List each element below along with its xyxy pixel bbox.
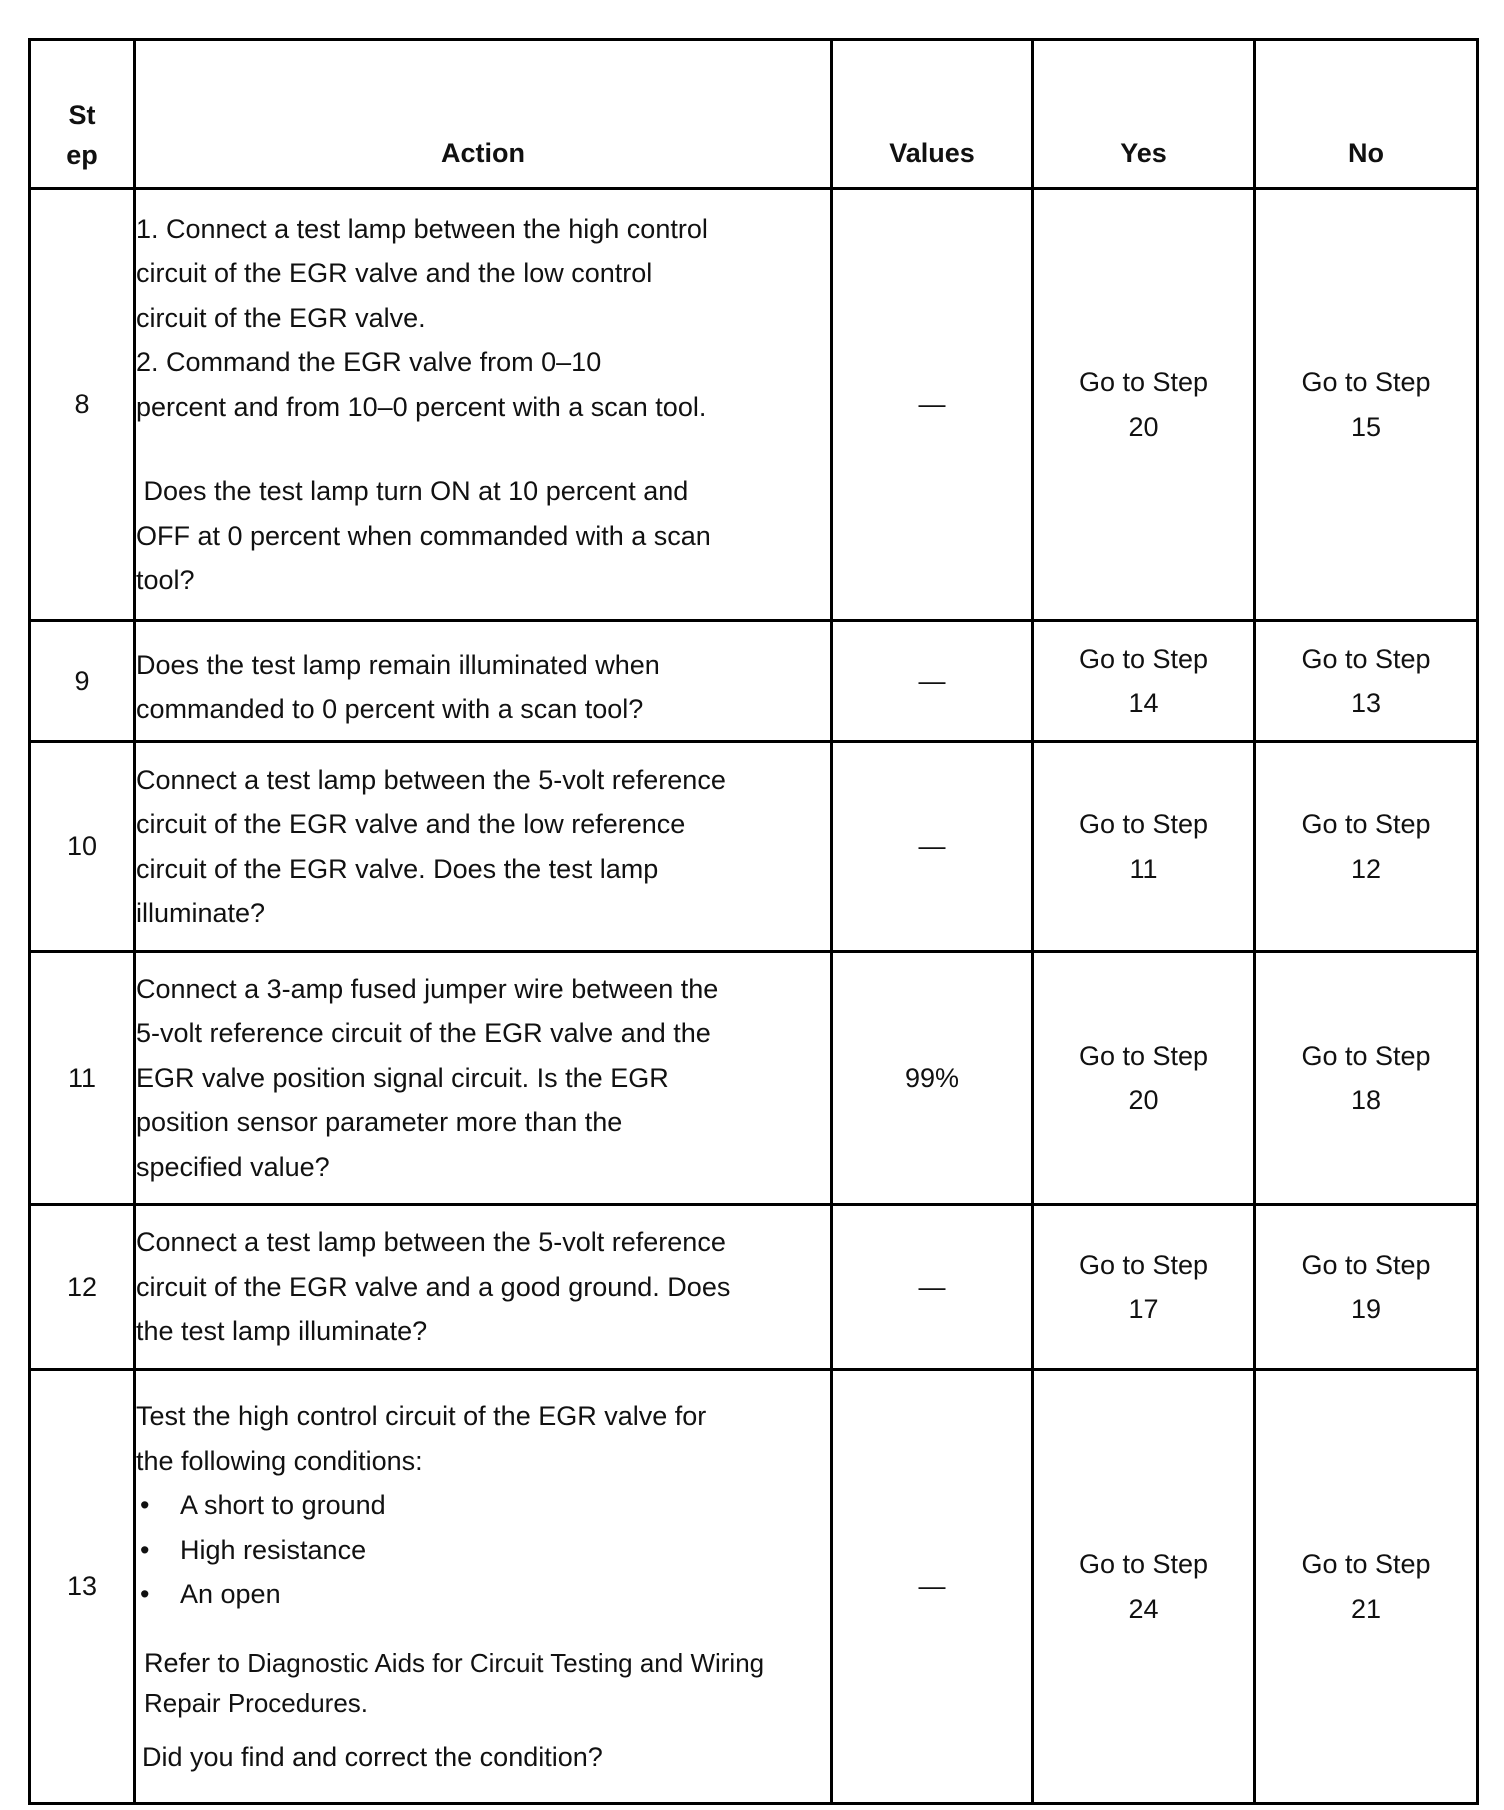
yes-cell: Go to Step 20 [1033,189,1255,621]
step-number: 8 [30,189,135,621]
action-cell: Connect a 3-amp fused jumper wire between the 5-volt reference circuit of the EGR valve and the EGR valve position signal circuit. Is the EGR position sensor parameter more than the specified value? [135,952,832,1205]
diagnostic-table [28,38,1479,1805]
no-cell: Go to Step 19 [1255,1205,1478,1370]
header-values: Values [832,40,1033,189]
step-number: 9 [30,621,135,742]
yes-cell: Go to Step 11 [1033,742,1255,952]
table-row-step-12 [30,1205,1478,1370]
header-action: Action [135,40,832,189]
header-yes: Yes [1033,40,1255,189]
no-cell: Go to Step 13 [1255,621,1478,742]
yes-cell: Go to Step 14 [1033,621,1255,742]
table-row-step-8 [30,189,1478,621]
step-number: 10 [30,742,135,952]
no-cell: Go to Step 21 [1255,1370,1478,1804]
no-cell: Go to Step 15 [1255,189,1478,621]
header-no: No [1255,40,1478,189]
table-row-step-10 [30,742,1478,952]
no-cell: Go to Step 18 [1255,952,1478,1205]
action-cell: Does the test lamp remain illuminated when commanded to 0 percent with a scan tool? [135,621,832,742]
table-row-step-11 [30,952,1478,1205]
header-row [30,40,1478,189]
refer-note: Refer to Diagnostic Aids for Circuit Testing and Wiring Repair Procedures. [144,1647,765,1718]
action-cell: Test the high control circuit of the EGR valve for the following conditions: • A short to ground • High resistance • An open Refer to Diagnostic Aids for Circuit Testing and Wiring Repair Procedures. Did you find and correct the condition? [135,1370,832,1804]
table-row-step-9 [30,621,1478,742]
action-cell: Connect a test lamp between the 5-volt reference circuit of the EGR valve and the low reference circuit of the EGR valve. Does the test lamp illuminate? [135,742,832,952]
action-cell: Connect a test lamp between the 5-volt reference circuit of the EGR valve and a good ground. Does the test lamp illuminate? [135,1205,832,1370]
values-cell: — [832,189,1033,621]
step-number: 12 [30,1205,135,1370]
step-number: 11 [30,952,135,1205]
values-cell: — [832,1370,1033,1804]
step-number: 13 [30,1370,135,1804]
action-cell: 1. Connect a test lamp between the high control circuit of the EGR valve and the low control circuit of the EGR valve. 2. Command the EGR valve from 0–10 percent and from 10–0 percent with a scan tool. Does the test lamp turn ON at 10 percent and OFF at 0 percent when commanded with a scan tool? [135,189,832,621]
values-cell: — [832,621,1033,742]
values-cell: — [832,742,1033,952]
values-cell: 99% [832,952,1033,1205]
bullet-item: • A short to ground [140,1490,386,1520]
bullet-item: • High resistance [140,1534,367,1565]
yes-cell: Go to Step 20 [1033,952,1255,1205]
yes-cell: Go to Step 24 [1033,1370,1255,1804]
yes-cell: Go to Step 17 [1033,1205,1255,1370]
no-cell: Go to Step 12 [1255,742,1478,952]
values-cell: — [832,1205,1033,1370]
table-row-step-13 [30,1370,1478,1804]
header-step: St ep [30,40,135,189]
bullet-item: • An open [140,1579,281,1609]
